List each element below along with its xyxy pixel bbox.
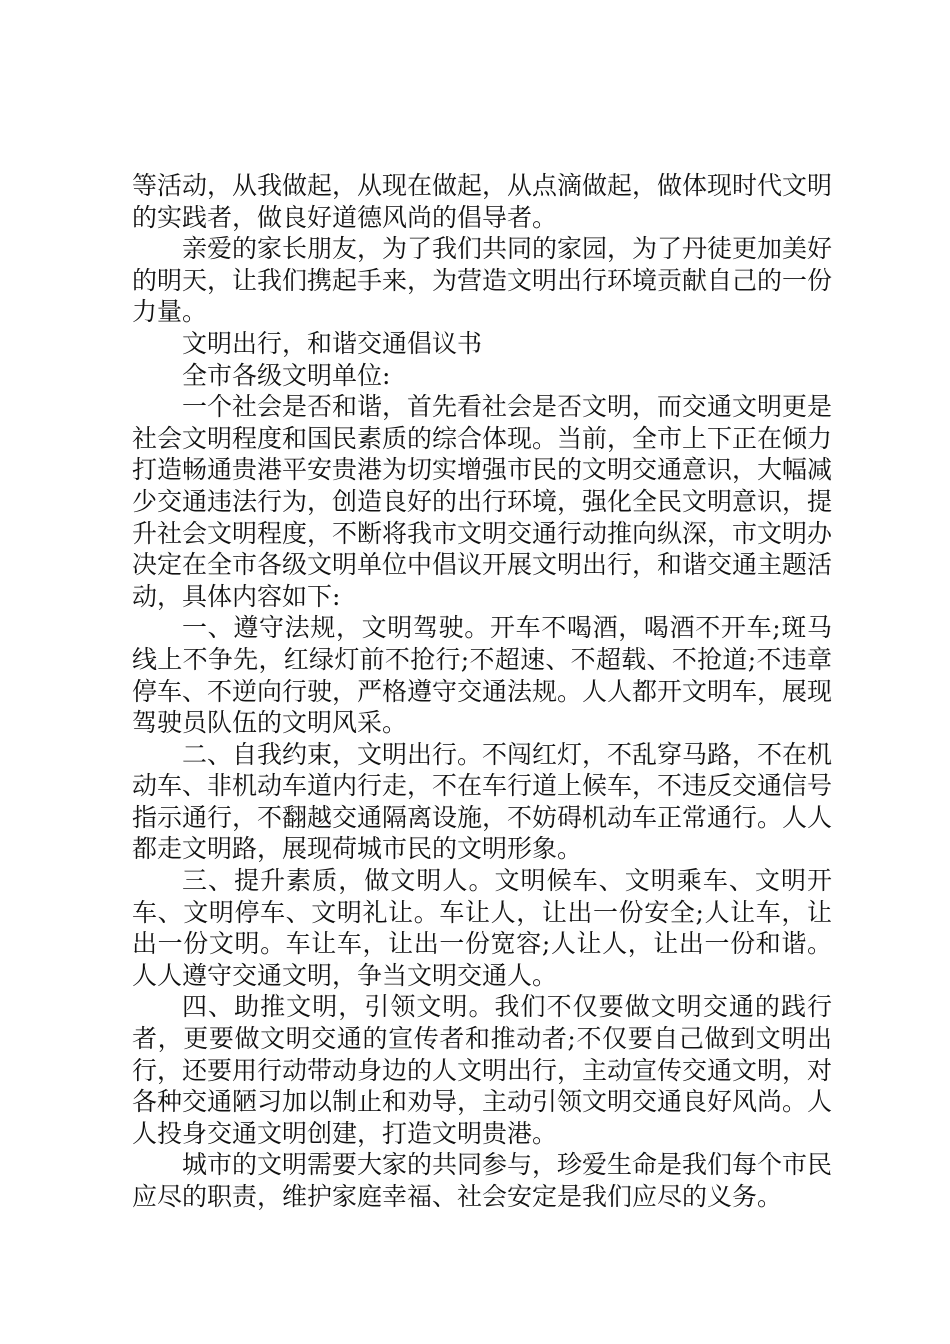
- paragraph-closing: 城市的文明需要大家的共同参与，珍爱生命是我们每个市民应尽的职责，维护家庭幸福、社会安定是我们应尽的义务。: [132, 1150, 833, 1211]
- paragraph-item-1: 一、遵守法规，文明驾驶。开车不喝酒，喝酒不开车;斑马线上不争先，红绿灯前不抢行;不超速、不超载、不抢道;不违章停车、不逆向行驶，严格遵守交通法规。人人都开文明车，展现驾驶员队伍的文明风采。: [132, 613, 833, 738]
- paragraph-item-4: 四、助推文明，引领文明。我们不仅要做文明交通的践行者，更要做文明交通的宣传者和推动者;不仅要自己做到文明出行，还要用行动带动身边的人文明出行，主动宣传交通文明，对各种交通陋习加以制止和劝导，主动引领文明交通良好风尚。人人投身交通文明创建，打造文明贵港。: [132, 992, 833, 1148]
- paragraph-intro: 一个社会是否和谐，首先看社会是否文明，而交通文明更是社会文明程度和国民素质的综合体现。当前，全市上下正在倾力打造畅通贵港平安贵港为切实增强市民的文明交通意识，大幅减少交通违法行为，创造良好的出行环境，强化全民文明意识，提升社会文明程度，不断将我市文明交通行动推向纵深，市文明办决定在全市各级文明单位中倡议开展文明出行，和谐交通主题活动，具体内容如下:: [132, 392, 833, 611]
- document-body: [132, 170, 832, 1213]
- salutation: 全市各级文明单位:: [182, 360, 391, 390]
- paragraph-item-2: 二、自我约束，文明出行。不闯红灯，不乱穿马路，不在机动车、非机动车道内行走，不在车行道上候车，不违反交通信号指示通行，不翻越交通隔离设施，不妨碍机动车正常通行。人人都走文明路，展现荷城市民的文明形象。: [132, 739, 833, 864]
- proposal-title: 文明出行，和谐交通倡议书: [182, 328, 483, 358]
- paragraph-parents-appeal: 亲爱的家长朋友，为了我们共同的家园，为了丹徒更加美好的明天，让我们携起手来，为营造文明出行环境贡献自己的一份力量。: [132, 234, 833, 327]
- paragraph-continuation: 等活动，从我做起，从现在做起，从点滴做起，做体现时代文明的实践者，做良好道德风尚的倡导者。: [132, 171, 833, 232]
- paragraph-item-3: 三、提升素质，做文明人。文明候车、文明乘车、文明开车、文明停车、文明礼让。车让人，让出一份安全;人让车，让出一份文明。车让车，让出一份宽容;人让人，让出一份和谐。人人遵守交通文明，争当文明交通人。: [132, 866, 832, 990]
